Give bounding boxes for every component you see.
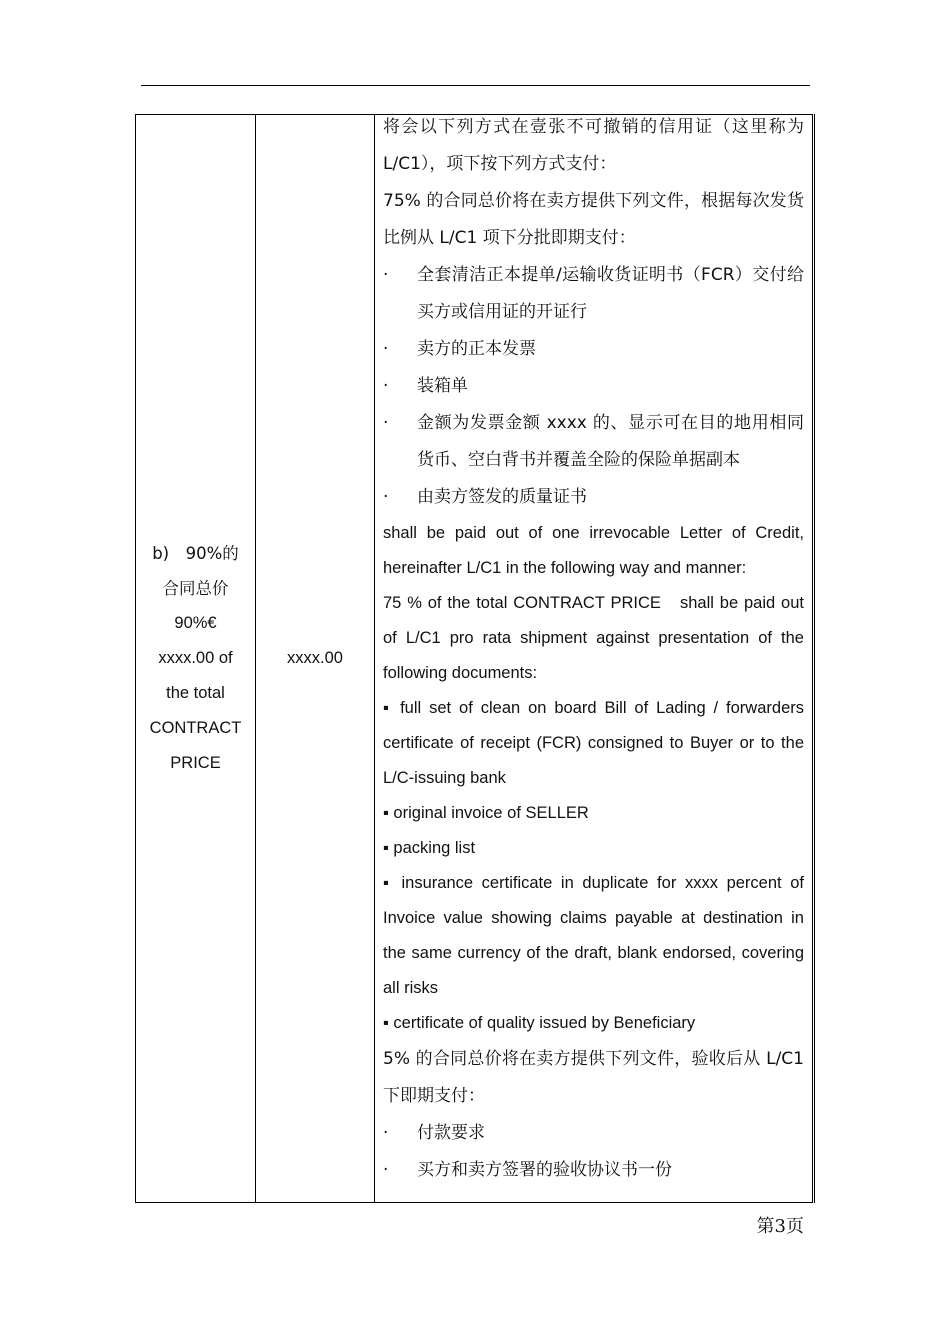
bullet-cn-text: 由卖方签发的质量证书	[417, 487, 587, 507]
list-item	[383, 405, 804, 479]
terms-cn-intro-1: 将会以下列方式在壹张不可撤销的信用证（这里称为 L/C1），项下按下列方式支付：	[383, 117, 804, 174]
bullet-en-text: ▪ original invoice of SELLER	[383, 804, 589, 822]
bullet-cn-text: 金额为发票金额 xxxx 的、显示可在目的地用相同货币、空白背书并覆盖全险的保险单据副本	[417, 413, 804, 470]
list-item	[383, 331, 804, 368]
bullet-cn-text: 买方和卖方签署的验收协议书一份	[417, 1160, 672, 1180]
bullet-dot: ·	[383, 376, 389, 396]
bullet-dot: ·	[383, 265, 389, 285]
list-item	[383, 479, 804, 516]
terms-en-intro-2: 75 % of the total CONTRACT PRICE shall be paid out of L/C1 pro rata shipment against presentation of the following documents:	[383, 594, 804, 682]
item-label-cn: b) 90%的合同总价	[152, 544, 239, 598]
bullet-en-text: ▪ insurance certificate in duplicate for xxxx percent of Invoice value showing claims payable at destination in the same currency of the draft, blank endorsed, covering all risks	[383, 874, 804, 997]
table-row	[136, 115, 814, 1203]
terms-cell	[375, 115, 814, 1203]
list-item	[383, 257, 804, 331]
bullet-dot: ·	[383, 1123, 389, 1143]
bullet-en-text: ▪ certificate of quality issued by Beneficiary	[383, 1014, 696, 1032]
bullet-cn-text: 装箱单	[417, 376, 468, 396]
terms-cn-final: 5% 的合同总价将在卖方提供下列文件，验收后从 L/C1 下即期支付：	[383, 1049, 804, 1106]
bullet-cn-text: 全套清洁正本提单/运输收货证明书（FCR）交付给买方或信用证的开证行	[417, 265, 804, 322]
list-item	[383, 1152, 804, 1189]
bullet-en-text: ▪ packing list	[383, 839, 476, 857]
bullet-cn-text: 卖方的正本发票	[417, 339, 536, 359]
item-label-amount: 90%€ xxxx.00 of the total CONTRACT PRICE	[149, 614, 242, 772]
page-number: 第3页	[756, 1216, 804, 1237]
header-rule	[141, 85, 810, 86]
bullet-cn-text: 付款要求	[417, 1123, 485, 1143]
payment-terms-table	[135, 114, 815, 1203]
terms-en-intro-1: shall be paid out of one irrevocable Letter of Credit, hereinafter L/C1 in the following way and manner:	[383, 524, 804, 577]
list-item	[383, 1115, 804, 1152]
list-item	[383, 368, 804, 405]
item-cell	[136, 115, 256, 1203]
terms-cn-intro-2: 75% 的合同总价将在卖方提供下列文件，根据每次发货比例从 L/C1 项下分批即期支付：	[383, 191, 804, 248]
bullet-en-text: ▪ full set of clean on board Bill of Lading / forwarders certificate of receipt (FCR) consigned to Buyer or to the L/C-issuing bank	[383, 699, 804, 787]
bullet-dot: ·	[383, 1160, 389, 1180]
bullet-dot: ·	[383, 413, 389, 433]
bullet-dot: ·	[383, 339, 389, 359]
amount-value: xxxx.00	[287, 649, 343, 667]
bullet-dot: ·	[383, 487, 389, 507]
amount-cell	[256, 115, 375, 1203]
